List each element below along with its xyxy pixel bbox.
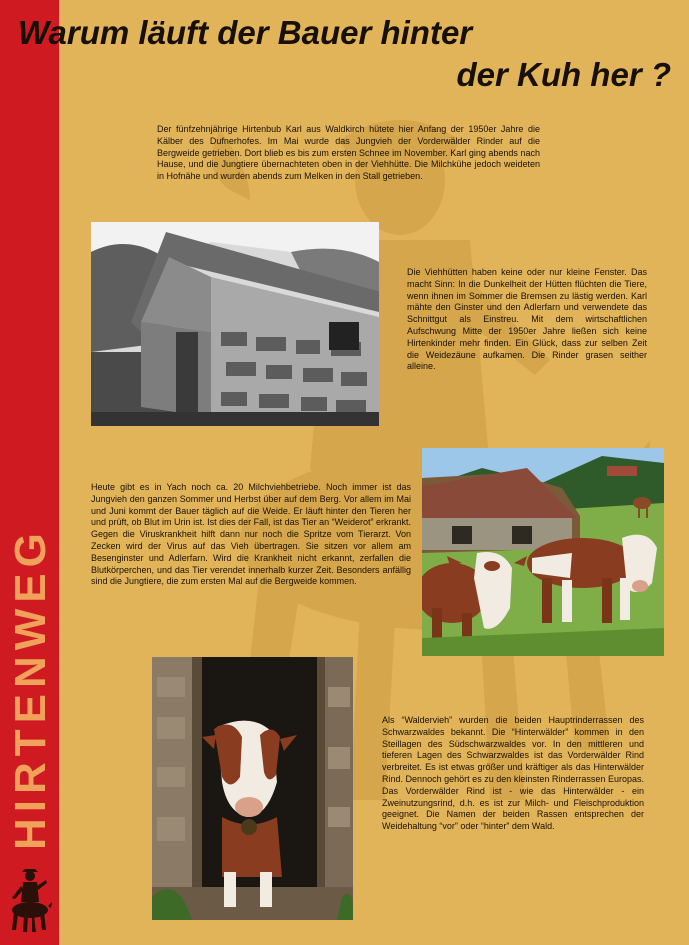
shepherd-logo-icon [8, 868, 52, 934]
disease-paragraph: Heute gibt es in Yach noch ca. 20 Milchviehbetriebe. Noch immer ist das Jungvieh den ganzen Sommer und Herbst über auf dem Berg. Vor allem im Mai und Juni kommt der Bauer täglich auf die Weide. Er läuft hinter den Tieren her und prüft, ob Blut im Urin ist. Ist dies der Fall, ist das Tier an “Weiderot” erkrankt. Gegen die Viruskrankheit hilft dann nur noch die Spritze vom Tierarzt. Von Zecken wird der Virus auf das Vieh übertragen. Sie sitzen vor allem am Besenginster und Adlerfarn. Wird die Krankheit nicht erkannt, zerfallen die Blutkörperchen, und das Tier verendet innerhalb kurzer Zeit. Besonders anfällig sind die Jungtiere, die zum ersten Mal auf die Bergweide kommen. [91, 482, 411, 587]
intro-paragraph: Der fünfzehnjährige Hirtenbub Karl aus Waldkirch hütete hier Anfang der 1950er Jahre die Kälber des Dufnerhofes. Im Mai wurde das Jungvieh der Vorderwälder Rinder auf die Bergweide getrieben. Dort blieb es bis zum ersten Schnee im November. Karl ging abends nach Hause, und die Jungtiere übernachteten oben in der Viehhütte. Die Milchkühe jedoch weideten in Hofnähe und wurden abends zum Melken in den Stall getrieben. [157, 124, 540, 182]
sidebar-title: HIRTENWEG [6, 527, 55, 850]
page-title-line-1: Warum läuft der Bauer hinter [18, 14, 473, 51]
old-stone-hut-photo [91, 222, 379, 426]
breeds-paragraph: Als “Waldervieh” wurden die beiden Hauptrinderrassen des Schwarzwaldes bekannt. Die “Hinterwälder” kommen in den Steillagen des Südschwarzwaldes vor. In den mittleren und tieferen Lagen des Schwarzwaldes ist das Vorderwälder Rind verbreitet. Es ist etwas größer und kräftiger als das Hinterwälder Rind. Dennoch gehört es zu den kleinsten Rinderrassen Europas. Das Vorderwälder Rind ist - wie das Hinterwälder - ein Zweinutzungsrind, d.h. es ist zur Milch- und Fleischproduktion geeignet. Die Namen der beiden Rassen entsprechen der Weidehaltung “vor” oder “hinter” dem Wald. [382, 715, 644, 832]
cow-in-doorway-photo [152, 657, 353, 920]
page-title-line-2: der Kuh her ? [456, 56, 671, 93]
sidebar-band [0, 0, 59, 945]
cows-pasture-photo [422, 448, 664, 656]
hut-paragraph: Die Viehhütten haben keine oder nur kleine Fenster. Das macht Sinn: In die Dunkelheit der Hütten flüchten die Tiere, wenn ihnen im Sommer die Bremsen zu lästig werden. Karl mähte den Ginster und den Adlerfarn und verwendete das Schnittgut als Einstreu. Mit dem wirtschaftlichen Aufschwung Mitte der 1950er Jahre ließen sich keine Hirtenkinder mehr finden. Ein Glück, dass zur selben Zeit die Weidezäune aufkamen. Die Rinder grasen seither alleine. [407, 267, 647, 372]
